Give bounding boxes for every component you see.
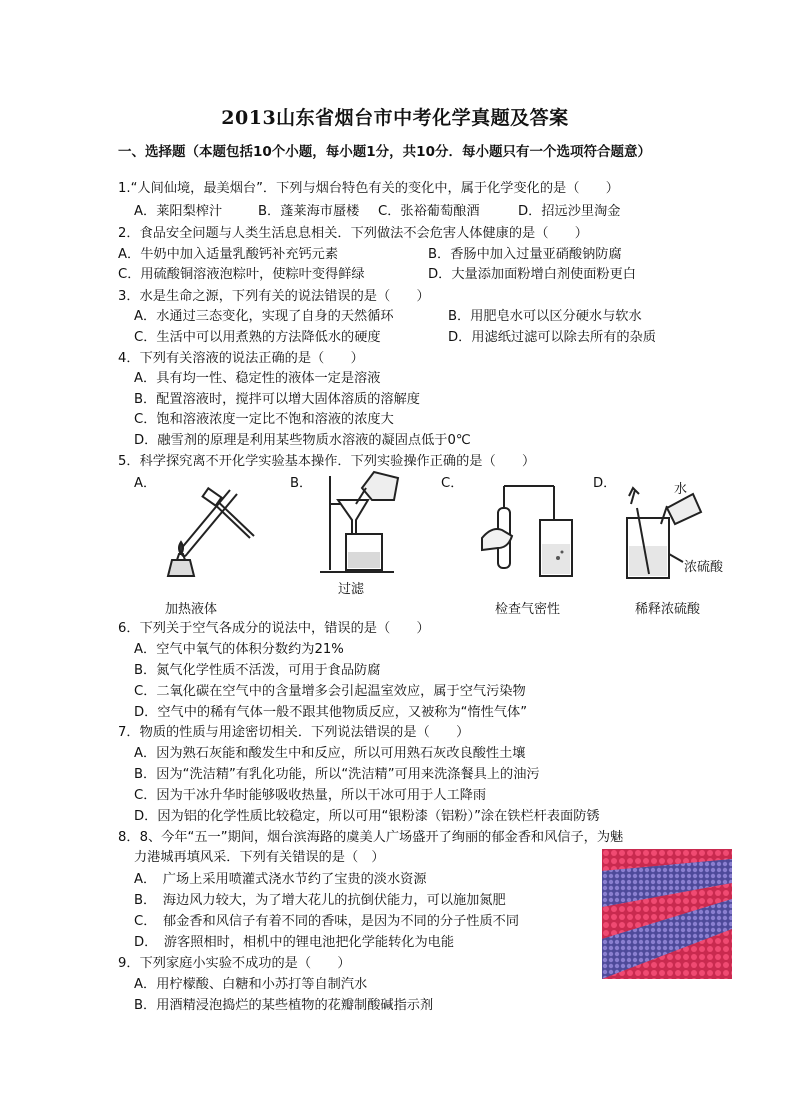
section-heading: 一、选择题（本题包括10个小题，每小题1分，共10分．每小题只有一个选项符合题意） bbox=[118, 144, 651, 160]
question-3-option-a: A．水通过三态变化，实现了自身的天然循环 bbox=[134, 309, 394, 324]
question-5-option-a: A． bbox=[134, 476, 157, 491]
question-1-option-b: B．蓬莱海市蜃楼 bbox=[258, 204, 360, 219]
question-8-option-d: D． 游客照相时，相机中的锂电池把化学能转化为电能 bbox=[134, 935, 455, 950]
question-6-option-d: D．空气中的稀有气体一般不跟其他物质反应，又被称为“惰性气体” bbox=[134, 705, 528, 720]
figure-airtightness-check bbox=[478, 478, 588, 588]
question-9-stem: 9．下列家庭小实验不成功的是（ ） bbox=[118, 956, 351, 971]
question-1-stem: 1.“人间仙境，最美烟台”．下列与烟台特色有关的变化中，属于化学变化的是（ ） bbox=[118, 181, 619, 196]
question-7-option-b: B．因为“洗洁精”有乳化功能，所以“洗洁精”可用来洗涤餐具上的油污 bbox=[134, 767, 540, 782]
question-6-stem: 6．下列关于空气各成分的说法中，错误的是（ ） bbox=[118, 621, 430, 636]
question-7-option-c: C．因为干冰升华时能够吸收热量，所以干冰可用于人工降雨 bbox=[134, 788, 487, 803]
question-8-option-b: B． 海边风力较大，为了增大花儿的抗倒伏能力，可以施加氮肥 bbox=[134, 893, 506, 908]
question-6-option-c: C．二氧化碳在空气中的含量增多会引起温室效应，属于空气污染物 bbox=[134, 684, 526, 699]
question-2-option-b: B．香肠中加入过量亚硝酸钠防腐 bbox=[428, 247, 622, 262]
question-3-option-b: B．用肥皂水可以区分硬水与软水 bbox=[448, 309, 642, 324]
question-4-option-a: A．具有均一性、稳定性的液体一定是溶液 bbox=[134, 371, 381, 386]
caption-diluting-acid: 稀释浓硫酸 bbox=[635, 602, 701, 617]
question-4-stem: 4．下列有关溶液的说法正确的是（ ） bbox=[118, 351, 364, 366]
question-6-option-a: A．空气中氧气的体积分数约为21% bbox=[134, 642, 344, 657]
tulip-hyacinth-photo bbox=[602, 849, 732, 979]
question-1-option-d: D．招远沙里淘金 bbox=[518, 204, 621, 219]
label-water: 水 bbox=[674, 482, 688, 497]
question-3-option-d: D．用滤纸过滤可以除去所有的杂质 bbox=[448, 330, 656, 345]
caption-heating-liquid: 加热液体 bbox=[165, 602, 218, 617]
question-8-stem-line1: 8．8、今年“五一”期间，烟台滨海路的虞美人广场盛开了绚丽的郁金香和风信子，为魅 bbox=[118, 830, 624, 845]
question-7-option-d: D．因为铝的化学性质比较稳定，所以可用“银粉漆（铝粉）”涂在铁栏杆表面防锈 bbox=[134, 809, 600, 824]
question-1-option-c: C．张裕葡萄酿酒 bbox=[378, 204, 480, 219]
question-4-option-b: B．配置溶液时，搅拌可以增大固体溶质的溶解度 bbox=[134, 392, 420, 407]
question-5-stem: 5．科学探究离不开化学实验基本操作．下列实验操作正确的是（ ） bbox=[118, 454, 536, 469]
question-8-option-a: A． 广场上采用喷灌式浇水节约了宝贵的淡水资源 bbox=[134, 872, 427, 887]
question-9-option-b: B．用酒精浸泡捣烂的某些植物的花瓣制酸碱指示剂 bbox=[134, 998, 434, 1013]
question-2-stem: 2．食品安全问题与人类生活息息相关．下列做法不会危害人体健康的是（ ） bbox=[118, 226, 588, 241]
question-4-option-c: C．饱和溶液浓度一定比不饱和溶液的浓度大 bbox=[134, 412, 394, 427]
question-8-option-c: C． 郁金香和风信子有着不同的香味，是因为不同的分子性质不同 bbox=[134, 914, 520, 929]
figure-heating-liquid bbox=[150, 478, 260, 578]
question-6-option-b: B．氮气化学性质不活泼，可用于食品防腐 bbox=[134, 663, 381, 678]
question-7-option-a: A．因为熟石灰能和酸发生中和反应，所以可用熟石灰改良酸性土壤 bbox=[134, 746, 526, 761]
caption-filtration: 过滤 bbox=[338, 582, 365, 597]
question-5-option-b: B． bbox=[290, 476, 313, 491]
question-7-stem: 7．物质的性质与用途密切相关．下列说法错误的是（ ） bbox=[118, 725, 470, 740]
question-3-option-c: C．生活中可以用煮熟的方法降低水的硬度 bbox=[134, 330, 381, 345]
question-5-option-c: C． bbox=[441, 476, 464, 491]
caption-airtightness-check: 检查气密性 bbox=[495, 602, 561, 617]
question-2-option-a: A．牛奶中加入适量乳酸钙补充钙元素 bbox=[118, 247, 339, 262]
question-2-option-d: D．大量添加面粉增白剂使面粉更白 bbox=[428, 267, 636, 282]
question-1-option-a: A．莱阳梨榨汁 bbox=[134, 204, 223, 219]
question-8-stem-line2: 力港城再填风采．下列有关错误的是（ ） bbox=[134, 850, 385, 865]
question-3-stem: 3．水是生命之源，下列有关的说法错误的是（ ） bbox=[118, 289, 430, 304]
label-concentrated-sulfuric-acid: 浓硫酸 bbox=[684, 560, 724, 575]
page-title: 2013山东省烟台市中考化学真题及答案 bbox=[221, 107, 569, 129]
figure-filtration bbox=[316, 470, 408, 578]
question-2-option-c: C．用硫酸铜溶液泡粽叶，使粽叶变得鲜绿 bbox=[118, 267, 365, 282]
question-4-option-d: D．融雪剂的原理是利用某些物质水溶液的凝固点低于0℃ bbox=[134, 433, 471, 448]
question-9-option-a: A．用柠檬酸、白糖和小苏打等自制汽水 bbox=[134, 977, 368, 992]
question-5-option-d: D． bbox=[593, 476, 617, 491]
